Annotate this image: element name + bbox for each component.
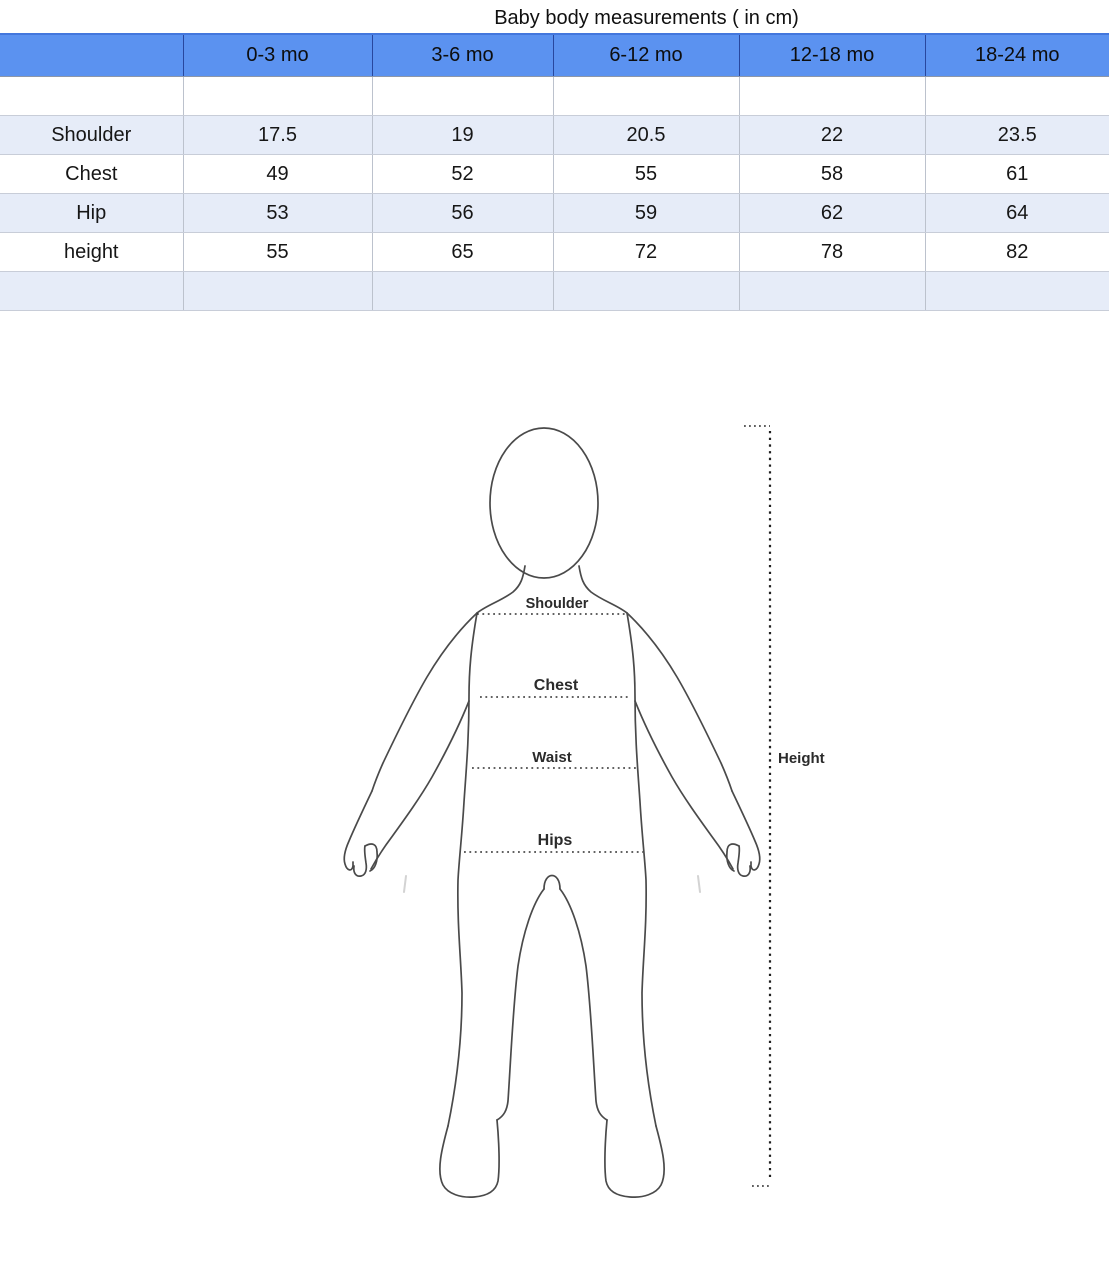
row-label: Shoulder: [0, 116, 183, 155]
table-cell: 55: [553, 155, 739, 194]
hips-label: Hips: [537, 832, 573, 849]
row-label: Hip: [0, 194, 183, 233]
table-cell: 65: [372, 233, 553, 272]
table-cell: 49: [183, 155, 372, 194]
column-header: 3-6 mo: [372, 34, 553, 77]
column-header: 12-18 mo: [739, 34, 925, 77]
table-cell: 72: [553, 233, 739, 272]
waist-label: Waist: [532, 749, 572, 766]
table-cell: 20.5: [553, 116, 739, 155]
table-cell: 53: [183, 194, 372, 233]
column-header: 0-3 mo: [183, 34, 372, 77]
figure-left-half: [344, 566, 544, 1197]
table-cell: 19: [372, 116, 553, 155]
table-cell: 55: [183, 233, 372, 272]
table-cell: 62: [739, 194, 925, 233]
column-header: 18-24 mo: [925, 34, 1109, 77]
table-cell: 64: [925, 194, 1109, 233]
table-cell: 61: [925, 155, 1109, 194]
height-label: Height: [778, 750, 825, 767]
figure-head: [490, 428, 598, 578]
figure-crotch: [544, 876, 560, 890]
column-header: 6-12 mo: [553, 34, 739, 77]
shoulder-label: Shoulder: [525, 596, 589, 612]
table-cell: 52: [372, 155, 553, 194]
table-cell: 56: [372, 194, 553, 233]
table-title: Baby body measurements ( in cm): [494, 7, 799, 29]
table-cell: 78: [739, 233, 925, 272]
row-label: height: [0, 233, 183, 272]
table-cell: 17.5: [183, 116, 372, 155]
table-cell: 58: [739, 155, 925, 194]
table-cell: 59: [553, 194, 739, 233]
chest-label: Chest: [533, 677, 579, 694]
table-cell: 22: [739, 116, 925, 155]
table-cell: 82: [925, 233, 1109, 272]
table-cell: 23.5: [925, 116, 1109, 155]
row-label: Chest: [0, 155, 183, 194]
